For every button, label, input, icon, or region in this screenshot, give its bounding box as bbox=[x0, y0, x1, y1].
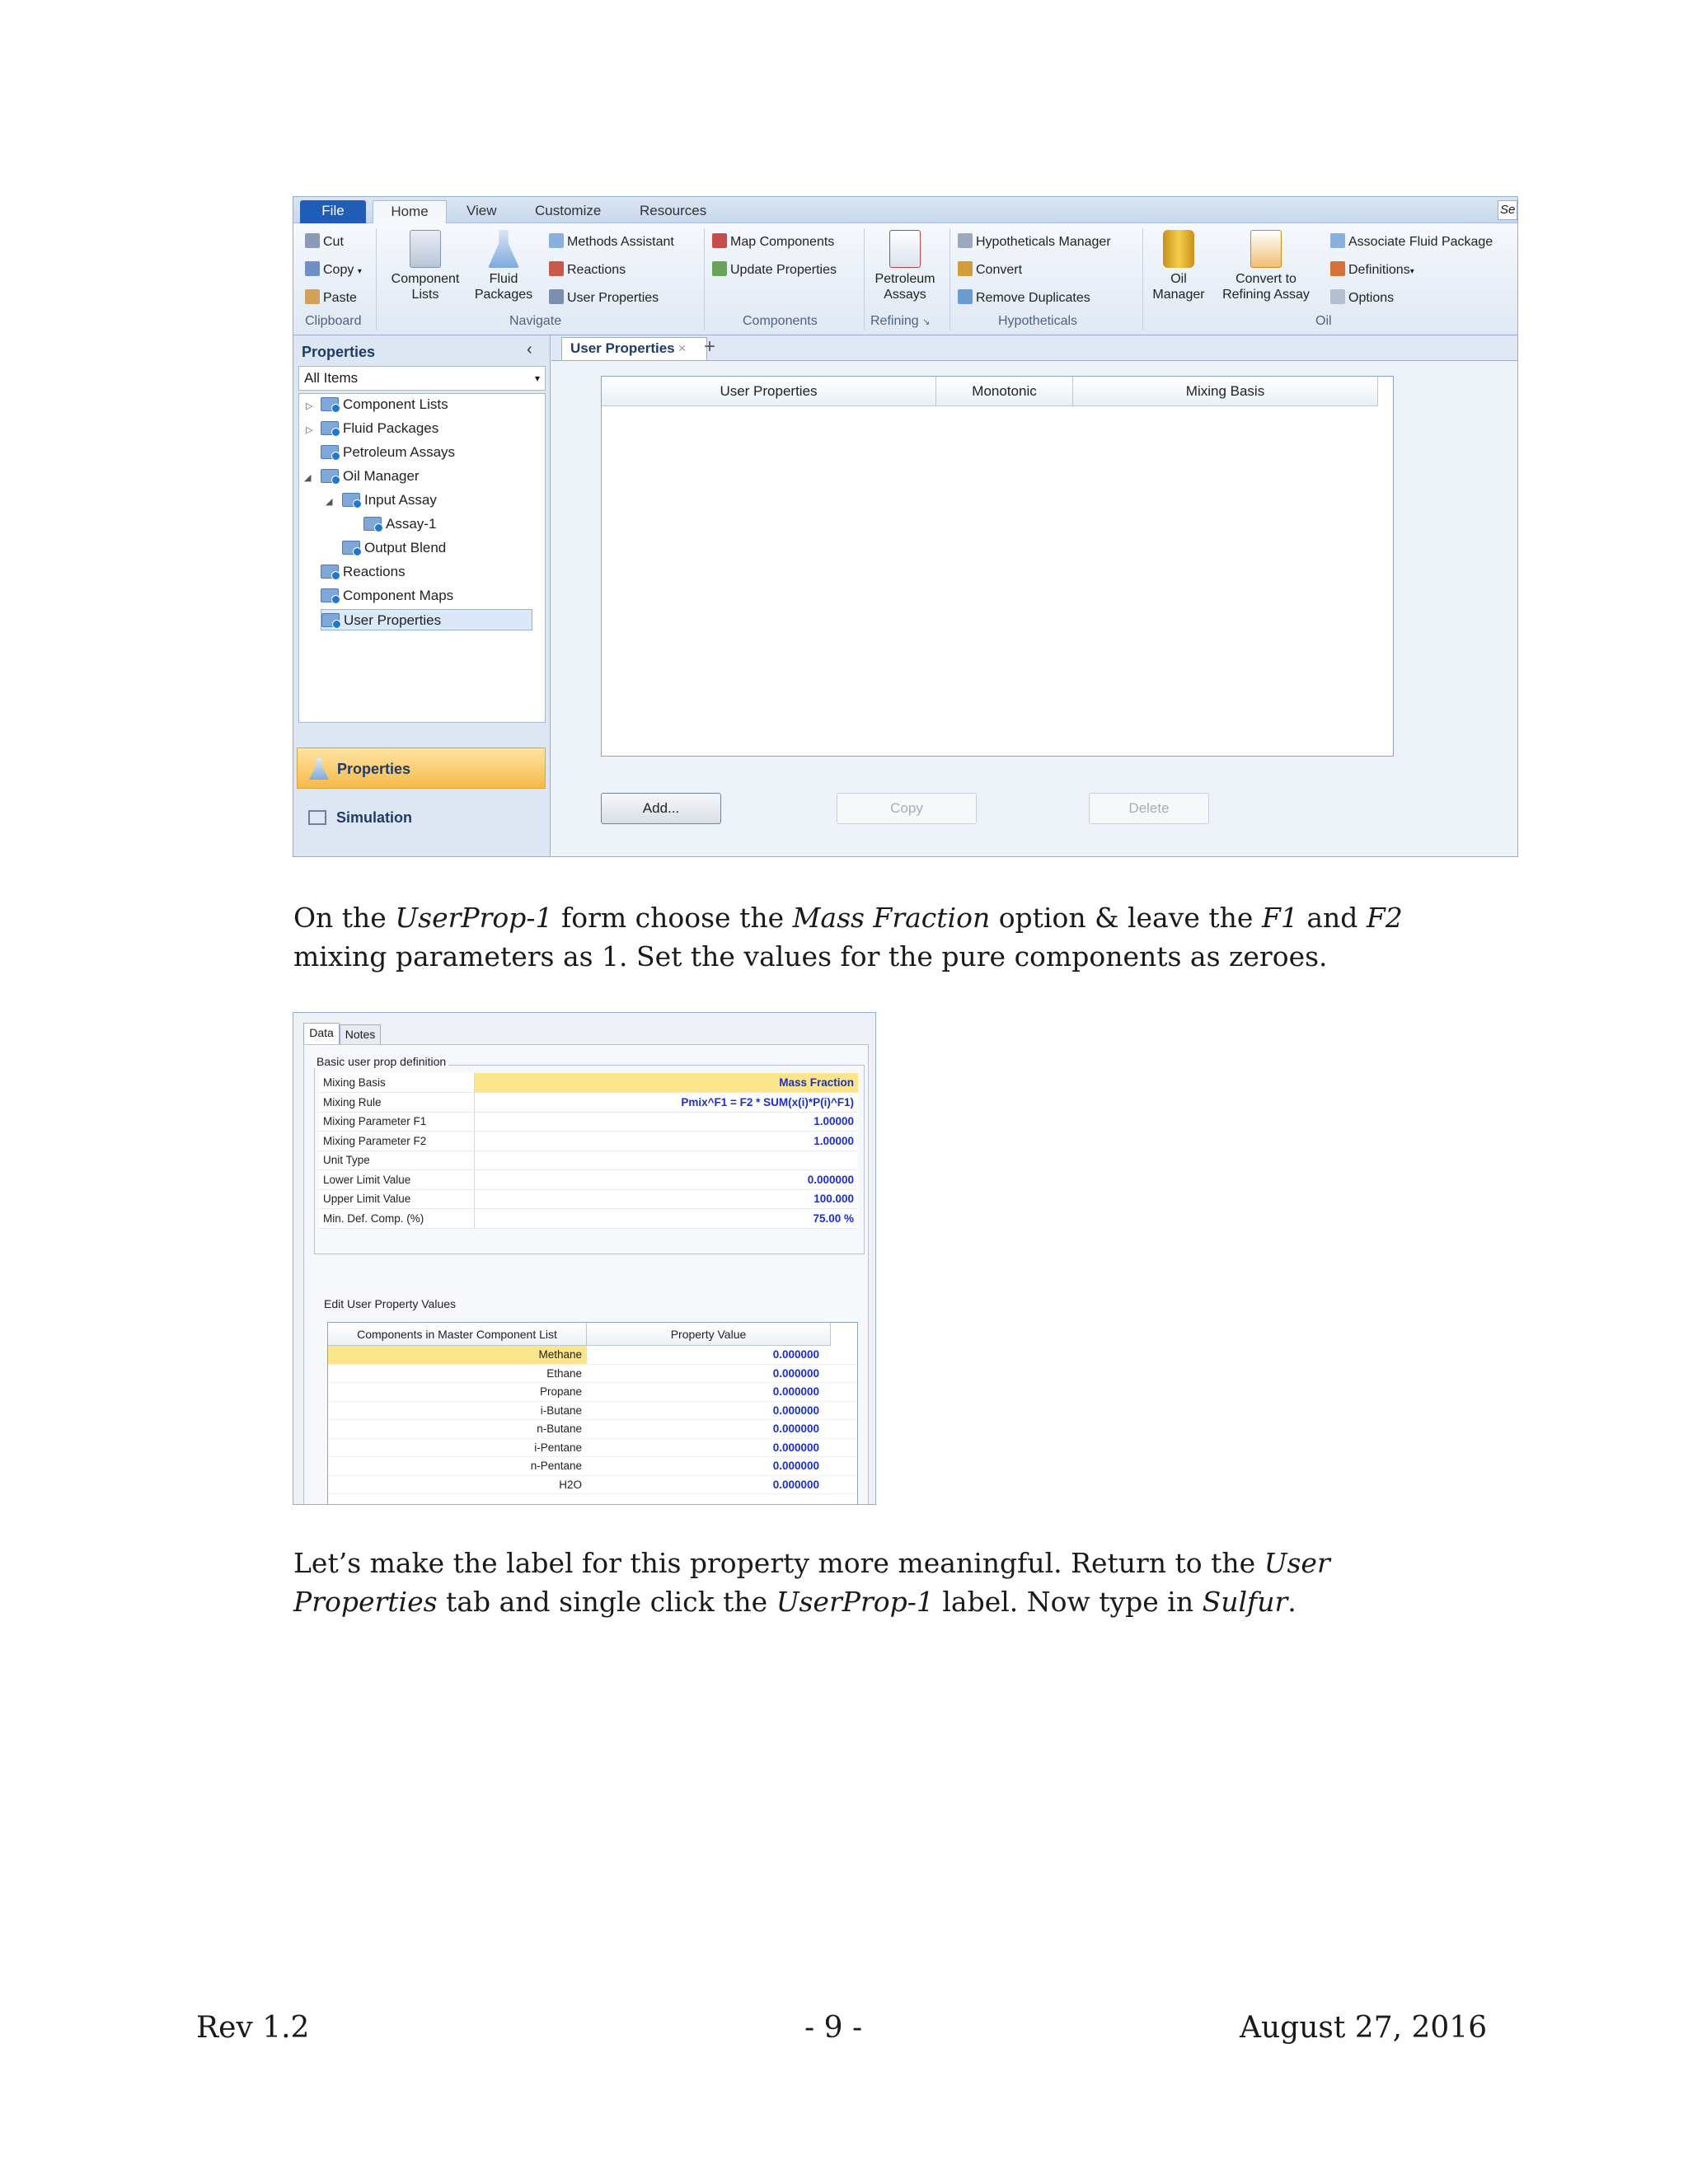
collapse-arrow-icon[interactable]: ◢ bbox=[304, 473, 312, 483]
user-properties-icon bbox=[549, 289, 564, 304]
properties-tree bbox=[298, 393, 546, 723]
instruction-paragraph-1 bbox=[293, 898, 1403, 976]
table-row[interactable]: Propane 0.000000 bbox=[328, 1383, 858, 1402]
group-components: Components bbox=[743, 314, 818, 328]
fluid-packages-button[interactable]: Fluid Packages bbox=[471, 230, 537, 302]
expand-arrow-icon[interactable]: ▷ bbox=[306, 401, 313, 411]
convert-icon bbox=[958, 261, 973, 276]
search-input[interactable]: Se bbox=[1498, 200, 1517, 220]
tree-item-oil-manager[interactable]: Oil Manager bbox=[321, 466, 420, 487]
nav-simulation-button[interactable]: Simulation bbox=[297, 797, 546, 838]
folder-icon bbox=[321, 421, 339, 435]
tab-resources[interactable]: Resources bbox=[640, 203, 707, 218]
userprop-form-screenshot bbox=[293, 1012, 876, 1505]
column-components[interactable]: Components in Master Component List bbox=[328, 1323, 587, 1346]
reactions-button[interactable]: Reactions bbox=[549, 261, 626, 278]
expand-arrow-icon[interactable]: ▷ bbox=[306, 425, 313, 435]
instruction-paragraph-2 bbox=[293, 1544, 1330, 1621]
lower-limit-value[interactable]: 0.000000 bbox=[474, 1170, 858, 1190]
component-values-table bbox=[327, 1322, 858, 1505]
filter-dropdown[interactable]: All Items ▾ bbox=[298, 366, 546, 391]
column-mixing-basis[interactable]: Mixing Basis bbox=[1073, 377, 1378, 406]
properties-navigation-pane bbox=[293, 335, 551, 857]
table-row[interactable]: Mixing Basis Mass Fraction bbox=[319, 1073, 858, 1093]
close-icon[interactable]: × bbox=[678, 340, 687, 356]
tree-item-petroleum-assays[interactable]: Petroleum Assays bbox=[321, 442, 455, 463]
assay-chart-icon bbox=[889, 230, 921, 268]
edit-values-label: Edit User Property Values bbox=[324, 1297, 457, 1310]
dialog-launcher-icon[interactable]: ↘ bbox=[922, 317, 931, 327]
hypotheticals-icon bbox=[958, 233, 973, 248]
flowsheet-icon bbox=[308, 810, 326, 825]
table-row[interactable]: Mixing Parameter F2 1.00000 bbox=[319, 1132, 858, 1151]
remove-duplicates-button[interactable]: Remove Duplicates bbox=[958, 289, 1090, 306]
paragraph-line: mixing parameters as 1. Set the values for the pure components as zeroes. bbox=[293, 940, 1328, 972]
folder-icon bbox=[342, 541, 360, 555]
folder-icon bbox=[321, 613, 340, 627]
copy-icon bbox=[305, 261, 320, 276]
table-row[interactable]: Methane 0.000000 bbox=[328, 1346, 858, 1365]
column-monotonic[interactable]: Monotonic bbox=[936, 377, 1073, 406]
associate-fluid-package-button[interactable]: Associate Fluid Package bbox=[1330, 233, 1493, 250]
group-clipboard: Clipboard bbox=[305, 314, 362, 328]
footer-revision: Rev 1.2 bbox=[196, 2011, 310, 2045]
tree-item-assay-1[interactable]: Assay-1 bbox=[363, 513, 436, 535]
table-row[interactable]: Mixing Parameter F1 1.00000 bbox=[319, 1112, 858, 1132]
paragraph-line: Let’s make the label for this property more meaningful. Return to the User bbox=[293, 1547, 1330, 1579]
user-properties-form bbox=[551, 360, 1518, 857]
group-oil: Oil bbox=[1315, 314, 1332, 328]
paste-button[interactable]: Paste bbox=[305, 289, 357, 306]
table-row[interactable]: Lower Limit Value 0.000000 bbox=[319, 1170, 858, 1190]
component-lists-icon bbox=[410, 230, 441, 268]
column-property-value[interactable]: Property Value bbox=[587, 1323, 831, 1346]
nav-properties-button[interactable]: Properties bbox=[297, 748, 546, 789]
options-button[interactable]: Options bbox=[1330, 289, 1394, 306]
table-row[interactable]: Unit Type bbox=[319, 1151, 858, 1170]
tree-item-reactions[interactable]: Reactions bbox=[321, 561, 406, 583]
component-lists-button[interactable]: Component Lists bbox=[384, 230, 467, 302]
folder-icon bbox=[321, 565, 339, 579]
tree-item-component-maps[interactable]: Component Maps bbox=[321, 585, 453, 607]
delete-button[interactable]: Delete bbox=[1089, 793, 1209, 824]
table-row[interactable]: H2O 0.000000 bbox=[328, 1476, 858, 1495]
add-tab-icon[interactable]: + bbox=[704, 335, 716, 358]
folder-icon bbox=[342, 493, 360, 507]
table-row[interactable]: Upper Limit Value 100.000 bbox=[319, 1189, 858, 1209]
tab-user-properties[interactable]: User Properties × bbox=[561, 337, 707, 360]
user-properties-workspace bbox=[551, 335, 1518, 857]
table-row[interactable]: Min. Def. Comp. (%) 75.00 % bbox=[319, 1209, 858, 1229]
tab-notes[interactable]: Notes bbox=[340, 1024, 381, 1044]
pane-title: Properties bbox=[302, 344, 376, 360]
convert-to-refining-assay-button[interactable]: Convert to Refining Assay bbox=[1217, 230, 1315, 302]
cut-button[interactable]: Cut bbox=[305, 233, 344, 250]
collapse-pane-icon[interactable]: ‹ bbox=[527, 340, 532, 359]
folder-icon bbox=[321, 588, 339, 602]
mixing-parameter-f1-value[interactable]: 1.00000 bbox=[474, 1112, 858, 1132]
column-user-properties[interactable]: User Properties bbox=[602, 377, 936, 406]
add-button[interactable]: Add... bbox=[601, 793, 721, 824]
min-def-comp-value[interactable]: 75.00 % bbox=[474, 1209, 858, 1229]
group-hypotheticals: Hypotheticals bbox=[998, 314, 1078, 328]
folder-icon bbox=[321, 469, 339, 483]
oil-manager-button[interactable]: Oil Manager bbox=[1146, 230, 1212, 302]
tree-item-component-lists[interactable]: Component Lists bbox=[321, 394, 448, 415]
folder-icon bbox=[363, 517, 382, 531]
chevron-down-icon: ▾ bbox=[357, 267, 362, 276]
ribbon-home bbox=[293, 223, 1517, 335]
tab-customize[interactable]: Customize bbox=[535, 203, 602, 218]
map-components-icon bbox=[712, 233, 727, 248]
remove-duplicates-icon bbox=[958, 289, 973, 304]
paragraph-line: Properties tab and single click the UserProp-1 label. Now type in Sulfur. bbox=[293, 1586, 1296, 1618]
options-icon bbox=[1330, 289, 1345, 304]
group-title: Basic user prop definition bbox=[314, 1055, 448, 1068]
footer-date: August 27, 2016 bbox=[1240, 2011, 1488, 2045]
hypotheticals-manager-button[interactable]: Hypotheticals Manager bbox=[958, 233, 1111, 250]
tree-item-user-properties[interactable]: User Properties bbox=[321, 609, 532, 630]
map-components-button[interactable]: Map Components bbox=[712, 233, 834, 250]
definitions-icon bbox=[1330, 261, 1345, 276]
tree-item-input-assay[interactable]: Input Assay bbox=[342, 490, 437, 511]
tab-home[interactable]: Home bbox=[373, 200, 447, 223]
oil-barrel-icon bbox=[1163, 230, 1194, 268]
mixing-parameter-f2-value[interactable]: 1.00000 bbox=[474, 1132, 858, 1151]
chevron-down-icon: ▾ bbox=[1409, 267, 1414, 276]
tree-item-fluid-packages[interactable]: Fluid Packages bbox=[321, 418, 438, 439]
scissors-icon bbox=[305, 233, 320, 248]
copy-button[interactable]: Copy ▾ bbox=[305, 261, 362, 278]
mixing-basis-value[interactable]: Mass Fraction bbox=[474, 1073, 858, 1093]
table-row[interactable]: n-Butane 0.000000 bbox=[328, 1420, 858, 1439]
petroleum-assays-button[interactable]: Petroleum Assays bbox=[870, 230, 940, 302]
reaction-icon bbox=[549, 261, 564, 276]
update-properties-icon bbox=[712, 261, 727, 276]
user-properties-button[interactable]: User Properties bbox=[549, 289, 659, 306]
flask-icon bbox=[488, 230, 519, 268]
collapse-arrow-icon[interactable]: ◢ bbox=[326, 497, 333, 507]
table-row[interactable]: Ethane 0.000000 bbox=[328, 1365, 858, 1384]
tab-view[interactable]: View bbox=[467, 203, 497, 218]
folder-icon bbox=[321, 445, 339, 459]
flask-link-icon bbox=[1330, 233, 1345, 248]
folder-icon bbox=[321, 397, 339, 411]
flask-icon bbox=[309, 758, 329, 780]
chevron-down-icon: ▾ bbox=[534, 373, 540, 384]
hysys-properties-screenshot bbox=[293, 196, 1518, 857]
convert-button[interactable]: Convert bbox=[958, 261, 1022, 278]
table-row[interactable]: i-Pentane 0.000000 bbox=[328, 1439, 858, 1458]
tab-file[interactable]: File bbox=[300, 200, 366, 223]
definitions-button[interactable]: Definitions▾ bbox=[1330, 261, 1414, 278]
copy-button[interactable]: Copy bbox=[837, 793, 977, 824]
table-row[interactable]: Mixing Rule Pmix^F1 = F2 * SUM(x(i)*P(i)^F1) bbox=[319, 1093, 858, 1113]
paste-icon bbox=[305, 289, 320, 304]
table-row[interactable]: i-Butane 0.000000 bbox=[328, 1402, 858, 1421]
group-refining: Refining ↘ bbox=[870, 314, 931, 328]
basic-definition-table bbox=[319, 1073, 858, 1229]
methods-assistant-button[interactable]: Methods Assistant bbox=[549, 233, 674, 250]
data-tab-panel bbox=[303, 1044, 869, 1505]
flask-wand-icon bbox=[549, 233, 564, 248]
upper-limit-value[interactable]: 100.000 bbox=[474, 1189, 858, 1209]
tab-data[interactable]: Data bbox=[303, 1023, 340, 1045]
update-properties-button[interactable]: Update Properties bbox=[712, 261, 837, 278]
ribbon-tab-row bbox=[293, 197, 1517, 223]
unit-type-value[interactable] bbox=[474, 1151, 858, 1170]
paragraph-line: On the UserProp-1 form choose the Mass Fraction option & leave the F1 and F2 bbox=[293, 902, 1403, 934]
mixing-rule-value[interactable]: Pmix^F1 = F2 * SUM(x(i)*P(i)^F1) bbox=[474, 1093, 858, 1113]
user-properties-grid bbox=[601, 376, 1394, 757]
group-navigate: Navigate bbox=[509, 314, 562, 328]
table-row[interactable]: n-Pentane 0.000000 bbox=[328, 1457, 858, 1476]
convert-assay-icon bbox=[1250, 230, 1282, 268]
footer-page-number: - 9 - bbox=[804, 2011, 863, 2045]
tree-item-output-blend[interactable]: Output Blend bbox=[342, 537, 446, 559]
